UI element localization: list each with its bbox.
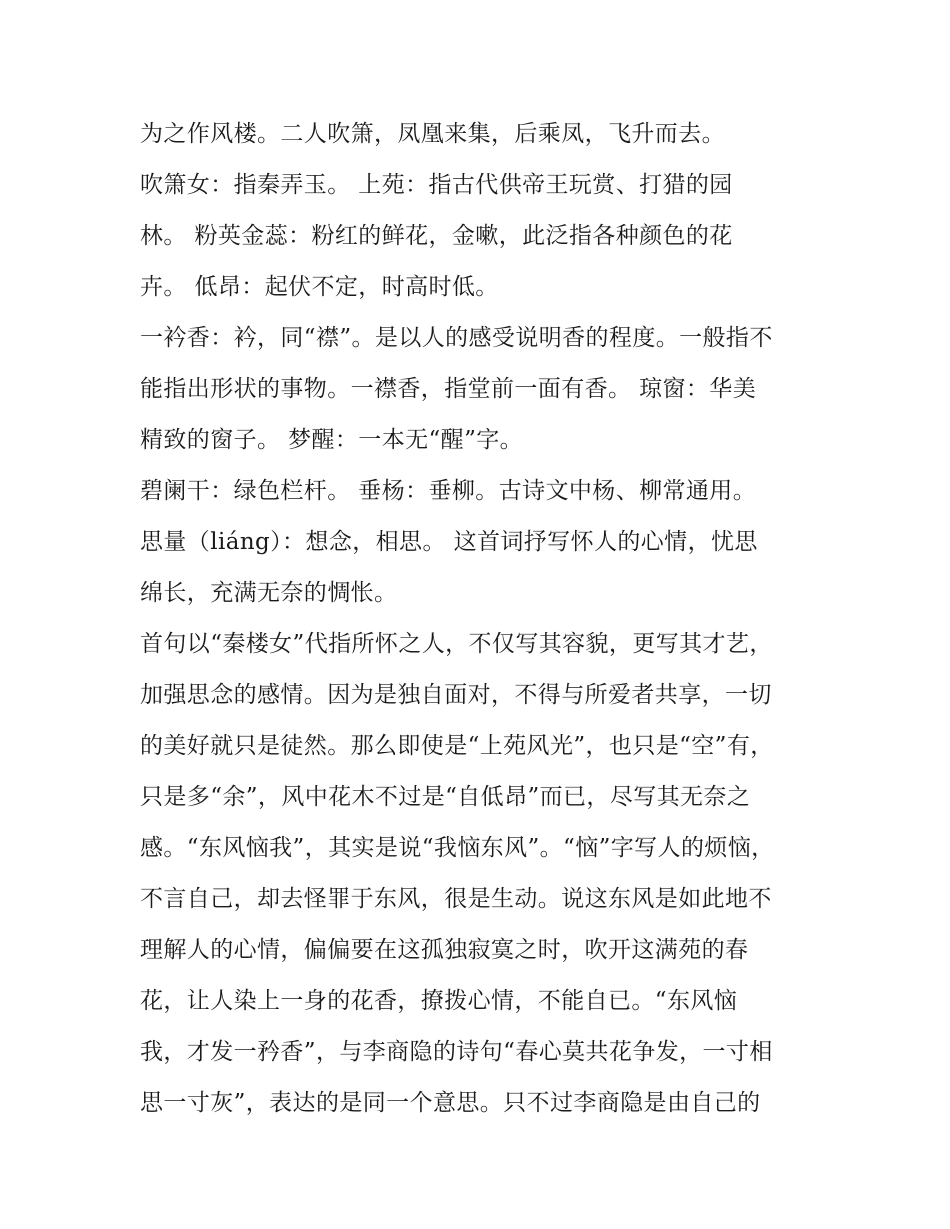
text-line-20: 思一寸灰”，表达的是同一个意思。只不过李商隐是由自己的 — [140, 1090, 761, 1116]
text-line-8: 碧阑干：绿色栏杆。 垂杨：垂柳。古诗文中杨、柳常通用。 — [140, 478, 757, 504]
text-line-9: 思量（liáng）：想念，相思。 这首词抒写怀人的心情，忧思 — [140, 529, 758, 555]
text-line-17: 理解人的心情，偏偏要在这孤独寂寞之时，吹开这满苑的春 — [140, 937, 749, 963]
text-line-10: 绵长，充满无奈的惆怅。 — [140, 580, 398, 606]
text-line-13: 的美好就只是徒然。那么即使是“上苑风光”，也只是“空”有， — [140, 733, 774, 759]
text-line-5: 一衿香：衿，同“襟”。是以人的感受说明香的程度。一般指不 — [140, 325, 773, 351]
text-line-1: 为之作风楼。二人吹箫，凤凰来集，后乘凤，飞升而去。 — [140, 121, 725, 147]
text-line-18: 花，让人染上一身的花香，撩拨心情，不能自已。“东风恼 — [140, 988, 738, 1014]
text-line-3: 林。 粉英金蕊：粉红的鲜花，金嗽，此泛指各种颜色的花 — [140, 223, 733, 249]
text-line-4: 卉。 低昂：起伏不定，时高时低。 — [140, 274, 499, 300]
text-line-2: 吹箫女：指秦弄玉。 上苑：指古代供帝王玩赏、打猎的园 — [140, 172, 733, 198]
text-line-15: 感。“东风恼我”，其实是说“我恼东风”。“恼”字写人的烦恼， — [140, 835, 775, 861]
text-line-11: 首句以“秦楼女”代指所怀之人，不仅写其容貌，更写其才艺， — [140, 631, 773, 657]
text-line-19: 我，才发一矜香”，与李商隐的诗句“春心莫共花争发，一寸相 — [140, 1039, 773, 1065]
text-line-14: 只是多“余”，风中花木不过是“自低昂”而已，尽写其无奈之 — [140, 784, 751, 810]
text-line-7: 精致的窗子。 梦醒：一本无“醒”字。 — [140, 427, 524, 453]
text-line-6: 能指出形状的事物。一襟香，指堂前一面有香。 琼窗：华美 — [140, 376, 757, 402]
text-line-16: 不言自己，却去怪罪于东风，很是生动。说这东风是如此地不 — [140, 886, 772, 912]
text-line-12: 加强思念的感情。因为是独自面对，不得与所爱者共享，一切 — [140, 682, 772, 708]
body-text — [140, 109, 820, 1129]
